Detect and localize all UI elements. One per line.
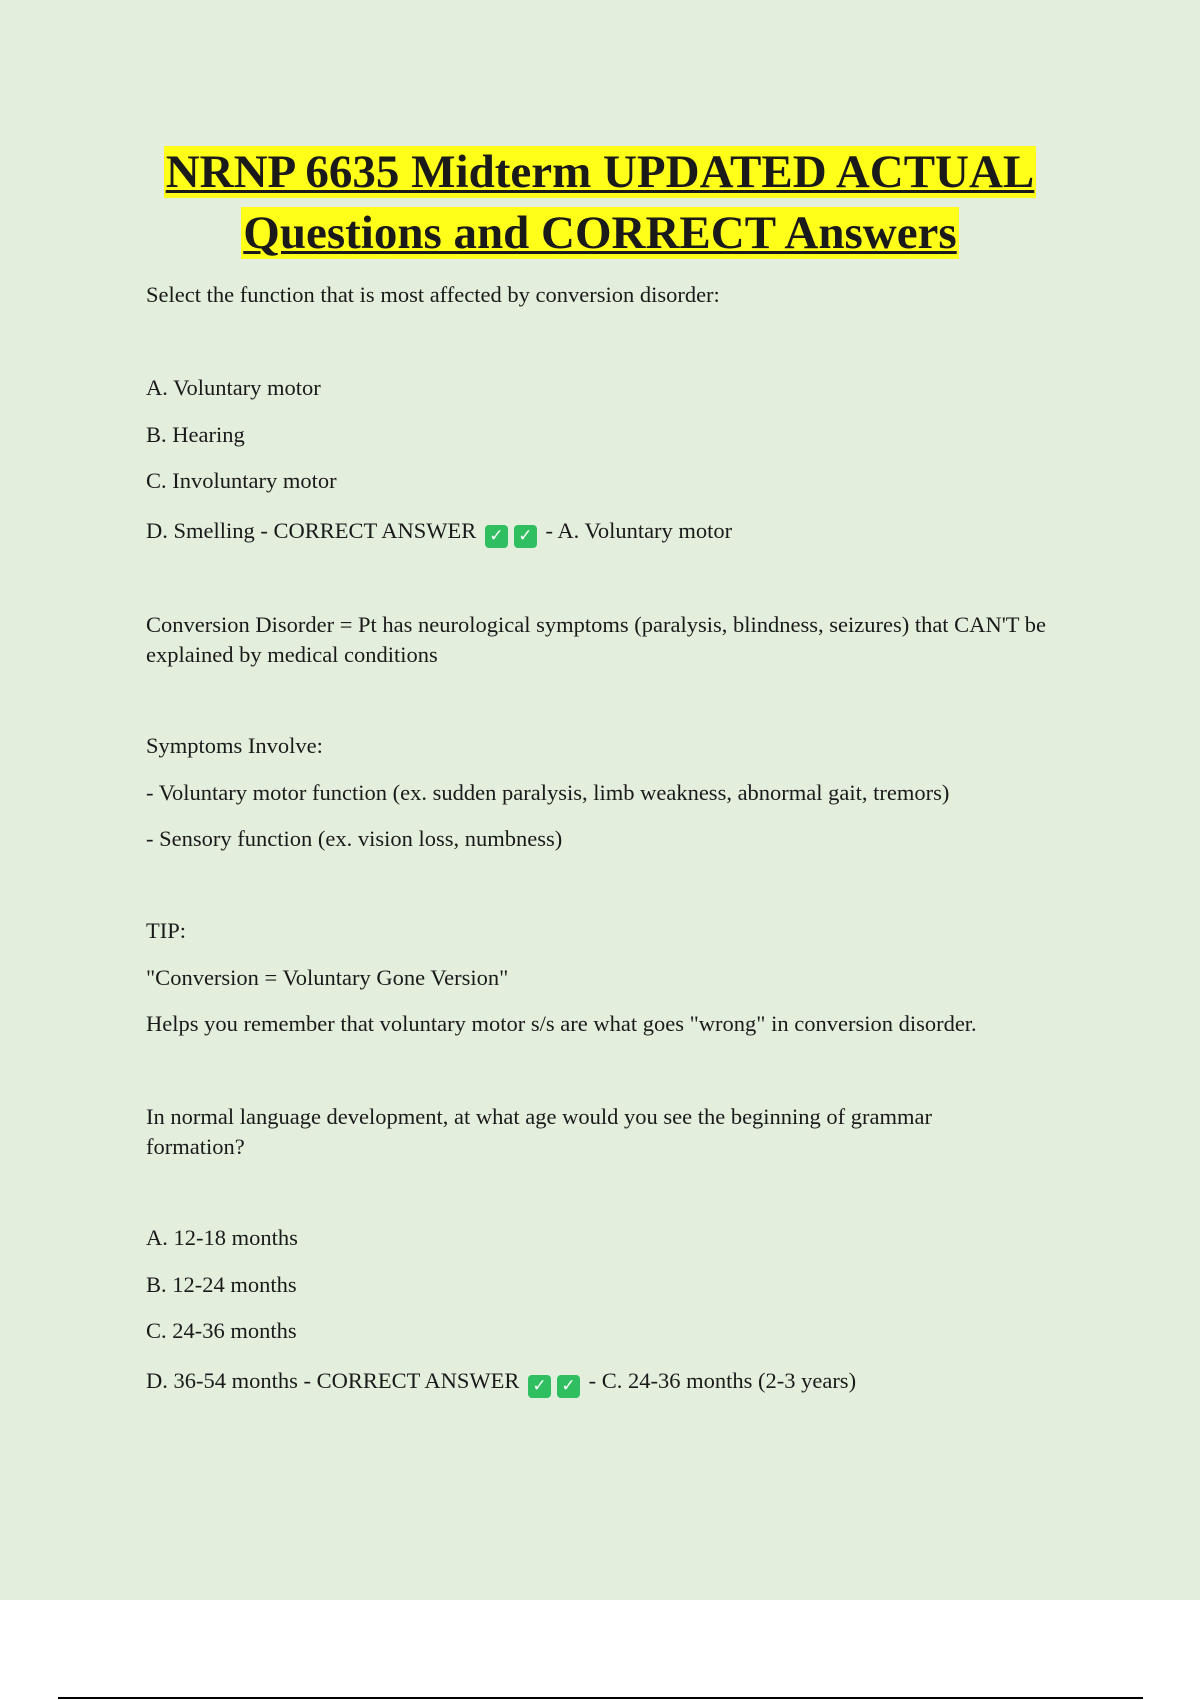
next-page-rule xyxy=(58,1697,1143,1699)
check-mark-icon: ✓ xyxy=(528,1375,551,1398)
check-mark-icon: ✓ xyxy=(514,525,537,548)
question-2-answer: - C. 24-36 months (2-3 years) xyxy=(588,1368,857,1393)
question-1-option-a: A. Voluntary motor xyxy=(146,375,321,400)
question-2-option-d-line xyxy=(146,1366,856,1398)
question-1-option-d: D. Smelling xyxy=(146,518,255,543)
question-1-prompt: Select the function that is most affected by conversion disorder: xyxy=(146,282,720,307)
title-line-2: Questions and CORRECT Answers xyxy=(243,207,957,259)
correct-answer-label: - CORRECT ANSWER xyxy=(297,1368,520,1393)
question-2-option-b: B. 12-24 months xyxy=(146,1272,297,1297)
question-2-prompt: In normal language development, at what age would you see the beginning of grammar formation? xyxy=(146,1104,933,1159)
question-1-option-b: B. Hearing xyxy=(146,422,245,447)
check-mark-icon: ✓ xyxy=(485,525,508,548)
tip-heading: TIP: xyxy=(146,918,187,943)
question-1-option-c: C. Involuntary motor xyxy=(146,468,337,493)
tip-text: Helps you remember that voluntary motor s/s are what goes "wrong" in conversion disorder. xyxy=(146,1011,977,1036)
check-mark-icon: ✓ xyxy=(557,1375,580,1398)
conversion-disorder-definition: Conversion Disorder = Pt has neurological symptoms (paralysis, blindness, seizures) that CAN'T be explained by medical conditions xyxy=(146,612,1046,667)
question-2-option-a: A. 12-18 months xyxy=(146,1225,298,1250)
question-1-answer: - A. Voluntary motor xyxy=(545,518,733,543)
symptoms-heading: Symptoms Involve: xyxy=(146,733,323,758)
document-title xyxy=(60,142,1140,264)
symptom-item-1: - Voluntary motor function (ex. sudden paralysis, limb weakness, abnormal gait, tremors) xyxy=(146,780,950,805)
question-1-option-d-line xyxy=(146,516,732,548)
correct-answer-label: - CORRECT ANSWER xyxy=(254,518,477,543)
title-line-1: NRNP 6635 Midterm UPDATED ACTUAL xyxy=(165,146,1035,198)
question-2-option-d: D. 36-54 months xyxy=(146,1368,298,1393)
question-2-option-c: C. 24-36 months xyxy=(146,1318,297,1343)
tip-mnemonic: "Conversion = Voluntary Gone Version" xyxy=(146,965,509,990)
symptom-item-2: - Sensory function (ex. vision loss, numbness) xyxy=(146,826,563,851)
